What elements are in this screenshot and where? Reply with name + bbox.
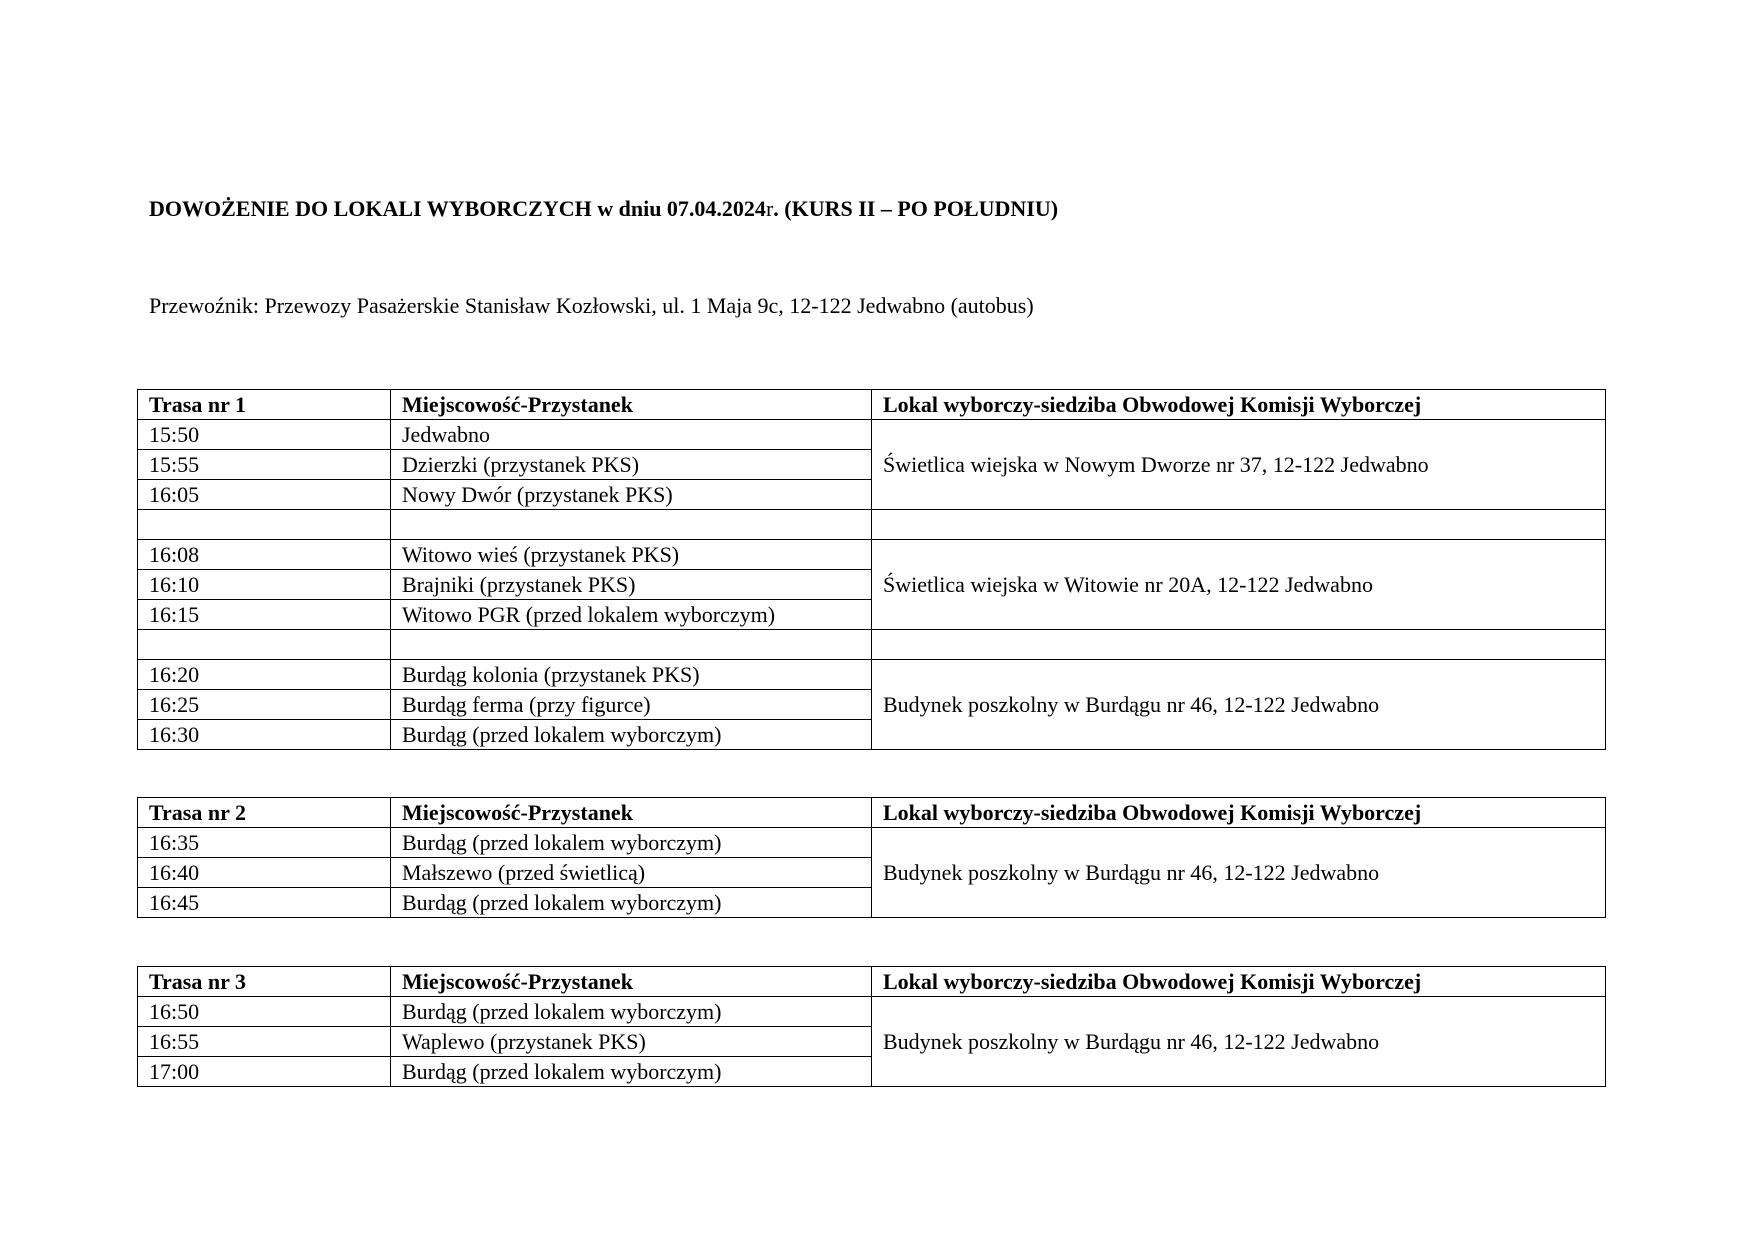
- venue-column-header: Lokal wyborczy-siedziba Obwodowej Komisji Wyborczej: [872, 390, 1606, 420]
- empty-cell: [138, 510, 391, 540]
- stop-time: 15:55: [138, 450, 391, 480]
- table-header-row: [138, 798, 1606, 828]
- empty-cell: [872, 510, 1606, 540]
- stop-time: 16:10: [138, 570, 391, 600]
- stop-place: Brajniki (przystanek PKS): [391, 570, 872, 600]
- carrier-line: Przewoźnik: Przewozy Pasażerskie Stanisław Kozłowski, ul. 1 Maja 9c, 12-122 Jedwabno (autobus): [149, 293, 1034, 318]
- table-row: [138, 997, 1606, 1027]
- venue-cell: Budynek poszkolny w Burdągu nr 46, 12-122 Jedwabno: [872, 828, 1606, 918]
- stop-time: 16:20: [138, 660, 391, 690]
- stop-time: 15:50: [138, 420, 391, 450]
- empty-cell: [138, 630, 391, 660]
- route-name: Trasa nr 3: [138, 967, 391, 997]
- stop-time: 16:40: [138, 858, 391, 888]
- empty-cell: [872, 630, 1606, 660]
- table-header-row: [138, 390, 1606, 420]
- stop-place: Burdąg (przed lokalem wyborczym): [391, 1057, 872, 1087]
- stop-place: Burdąg (przed lokalem wyborczym): [391, 828, 872, 858]
- route-table-1: [137, 389, 1606, 750]
- stop-place: Witowo wieś (przystanek PKS): [391, 540, 872, 570]
- route-table-2: [137, 797, 1606, 918]
- venue-cell: Świetlica wiejska w Nowym Dworze nr 37, 12-122 Jedwabno: [872, 420, 1606, 510]
- stop-time: 16:15: [138, 600, 391, 630]
- stop-time: 17:00: [138, 1057, 391, 1087]
- page-title: [149, 196, 1058, 222]
- stop-place: Jedwabno: [391, 420, 872, 450]
- table-row: [138, 660, 1606, 690]
- stop-place: Burdąg kolonia (przystanek PKS): [391, 660, 872, 690]
- route-table-3: [137, 966, 1606, 1087]
- table-header-row: [138, 967, 1606, 997]
- title-suffix: r: [765, 196, 774, 221]
- spacer-row: [138, 630, 1606, 660]
- stop-column-header: Miejscowość-Przystanek: [391, 390, 872, 420]
- venue-column-header: Lokal wyborczy-siedziba Obwodowej Komisji Wyborczej: [872, 798, 1606, 828]
- stop-place: Witowo PGR (przed lokalem wyborczym): [391, 600, 872, 630]
- stop-time: 16:55: [138, 1027, 391, 1057]
- stop-time: 16:25: [138, 690, 391, 720]
- title-rest: . (KURS II – PO POŁUDNIU): [773, 196, 1059, 221]
- stop-column-header: Miejscowość-Przystanek: [391, 967, 872, 997]
- route-name: Trasa nr 1: [138, 390, 391, 420]
- stop-place: Burdąg ferma (przy figurce): [391, 690, 872, 720]
- table-row: [138, 420, 1606, 450]
- stop-time: 16:08: [138, 540, 391, 570]
- stop-place: Burdąg (przed lokalem wyborczym): [391, 888, 872, 918]
- stop-place: Burdąg (przed lokalem wyborczym): [391, 997, 872, 1027]
- stop-place: Małszewo (przed świetlicą): [391, 858, 872, 888]
- venue-column-header: Lokal wyborczy-siedziba Obwodowej Komisji Wyborczej: [872, 967, 1606, 997]
- stop-time: 16:45: [138, 888, 391, 918]
- empty-cell: [391, 630, 872, 660]
- stop-place: Dzierzki (przystanek PKS): [391, 450, 872, 480]
- venue-cell: Świetlica wiejska w Witowie nr 20A, 12-122 Jedwabno: [872, 540, 1606, 630]
- table-row: [138, 540, 1606, 570]
- stop-place: Nowy Dwór (przystanek PKS): [391, 480, 872, 510]
- stop-time: 16:50: [138, 997, 391, 1027]
- stop-time: 16:35: [138, 828, 391, 858]
- stop-place: Burdąg (przed lokalem wyborczym): [391, 720, 872, 750]
- stop-column-header: Miejscowość-Przystanek: [391, 798, 872, 828]
- route-name: Trasa nr 2: [138, 798, 391, 828]
- title-main: DOWOŻENIE DO LOKALI WYBORCZYCH w dniu 07.04.2024: [149, 196, 766, 221]
- venue-cell: Budynek poszkolny w Burdągu nr 46, 12-122 Jedwabno: [872, 660, 1606, 750]
- spacer-row: [138, 510, 1606, 540]
- stop-time: 16:30: [138, 720, 391, 750]
- table-row: [138, 828, 1606, 858]
- empty-cell: [391, 510, 872, 540]
- stop-time: 16:05: [138, 480, 391, 510]
- venue-cell: Budynek poszkolny w Burdągu nr 46, 12-122 Jedwabno: [872, 997, 1606, 1087]
- stop-place: Waplewo (przystanek PKS): [391, 1027, 872, 1057]
